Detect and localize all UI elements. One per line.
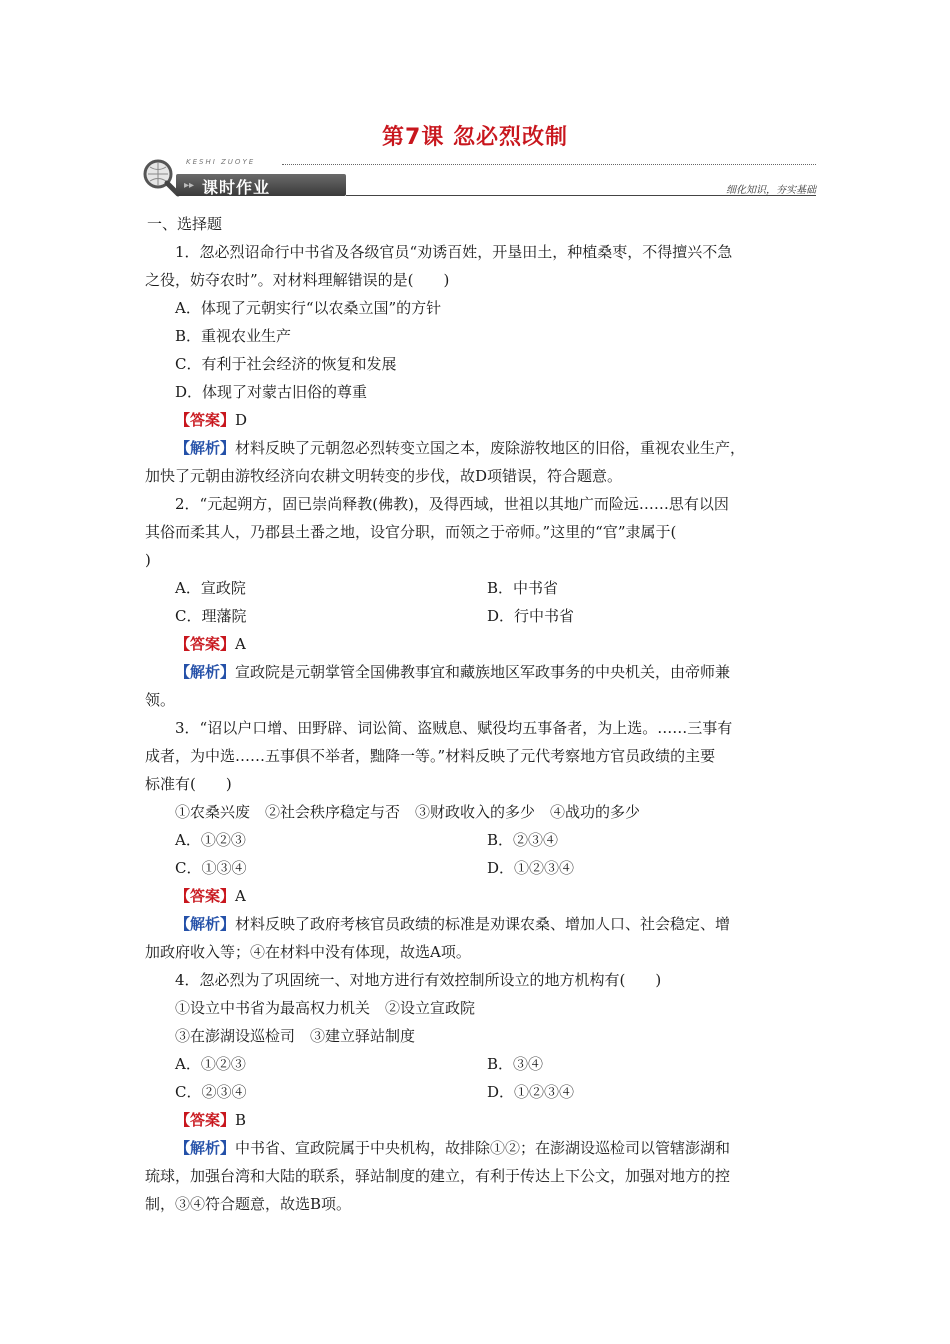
- q1-stem-line2: 之役，妨夺农时”。对材料理解错误的是( ): [145, 271, 450, 289]
- q2-option-c: C．理藩院: [175, 607, 247, 625]
- q1-analysis-line1: [145, 434, 815, 462]
- q2-analysis-line2: 领。: [145, 691, 176, 709]
- q1-option-c: C．有利于社会经济的恢复和发展: [175, 355, 397, 373]
- q2-options-row2: [145, 602, 815, 630]
- analysis-tag: 【解析】: [175, 1139, 236, 1157]
- q3-items: ①农桑兴废 ②社会秩序稳定与否 ③财政收入的多少 ④战功的多少: [175, 803, 641, 821]
- answer-tag: 【答案】: [175, 1111, 236, 1129]
- answer-tag: 【答案】: [175, 635, 236, 653]
- q1-stem-line1: 1．忽必烈诏命行中书省及各级官员“劝诱百姓，开垦田土，种植桑枣，不得擅兴不急: [175, 243, 733, 261]
- q1-option-b: B．重视农业生产: [175, 327, 292, 345]
- q2-options-row1: [145, 574, 815, 602]
- q2-answer-value: A: [235, 635, 246, 653]
- q3-option-c: C．①③④: [175, 859, 247, 877]
- q3-stem-line3: 标准有( ): [145, 775, 232, 793]
- q1-option-d: D．体现了对蒙古旧俗的尊重: [175, 383, 368, 401]
- q3-option-d: D．①②③④: [487, 859, 575, 877]
- q2-option-a: A．宣政院: [175, 579, 246, 597]
- q4-stem-line1: 4．忽必烈为了巩固统一、对地方进行有效控制所设立的地方机构有( ): [175, 971, 662, 989]
- lesson-title: 第7课 忽必烈改制: [382, 125, 568, 150]
- analysis-tag: 【解析】: [175, 915, 236, 933]
- q4-option-a: A．①②③: [175, 1055, 246, 1073]
- answer-tag: 【答案】: [175, 887, 236, 905]
- q2-answer: [145, 630, 815, 658]
- q3-analysis-line1: [145, 910, 815, 938]
- q4-options-row1: [145, 1050, 815, 1078]
- analysis-tag: 【解析】: [175, 439, 236, 457]
- section-heading: 一、选择题: [147, 215, 223, 233]
- q1-answer: [145, 406, 815, 434]
- q4-option-b: B．③④: [487, 1055, 544, 1073]
- q1-answer-value: D: [235, 411, 248, 429]
- q4-analysis-text: 中书省、宣政院属于中央机构，故排除①②；在澎湖设巡检司以管辖澎湖和: [235, 1139, 731, 1157]
- q2-stem-line3: ): [145, 551, 151, 569]
- q3-answer: [145, 882, 815, 910]
- worksheet-content: [145, 210, 815, 1218]
- q3-analysis-text: 材料反映了政府考核官员政绩的标准是劝课农桑、增加人口、社会稳定、增: [235, 915, 731, 933]
- q4-items-line1: ①设立中书省为最高权力机关 ②设立宣政院: [175, 999, 476, 1017]
- q4-analysis-line3: 制，③④符合题意，故选B项。: [145, 1195, 352, 1213]
- q2-stem-line1: 2．“元起朔方，固已崇尚释教(佛教)，及得西域，世祖以其地广而险远……思有以因: [175, 495, 729, 513]
- q2-option-b: B．中书省: [487, 579, 559, 597]
- q1-option-a: A．体现了元朝实行“以农桑立国”的方针: [175, 299, 442, 317]
- q3-stem-line2: 成者，为中选……五事俱不举者，黜降一等。”材料反映了元代考察地方官员政绩的主要: [145, 747, 716, 765]
- q4-analysis-line2: 琉球，加强台湾和大陆的联系，驿站制度的建立，有利于传达上下公文，加强对地方的控: [145, 1167, 731, 1185]
- q4-option-c: C．②③④: [175, 1083, 247, 1101]
- banner-label: 课时作业: [202, 178, 271, 197]
- q4-answer: [145, 1106, 815, 1134]
- q2-stem-line2: 其俗而柔其人，乃郡县土番之地，设官分职，而领之于帝师。”这里的“官”隶属于(: [145, 523, 677, 541]
- banner-dotted-rule: [282, 164, 816, 165]
- q2-analysis-text: 宣政院是元朝掌管全国佛教事宜和藏族地区军政事务的中央机关，由帝师兼: [235, 663, 731, 681]
- q2-option-d: D．行中书省: [487, 607, 575, 625]
- q3-options-row1: [145, 826, 815, 854]
- q3-analysis-line2: 加政府收入等；④在材料中没有体现，故选A项。: [145, 943, 471, 961]
- q3-option-b: B．②③④: [487, 831, 559, 849]
- q3-option-a: A．①②③: [175, 831, 246, 849]
- answer-tag: 【答案】: [175, 411, 236, 429]
- section-banner: [140, 154, 816, 204]
- banner-motto: 细化知识，夯实基础: [726, 185, 816, 196]
- banner-pinyin: KESHI ZUOYE: [186, 158, 256, 166]
- q1-analysis-text: 材料反映了元朝忽必烈转变立国之本，废除游牧地区的旧俗，重视农业生产，: [235, 439, 746, 457]
- q4-answer-value: B: [235, 1111, 247, 1129]
- q4-items-line2: ③在澎湖设巡检司 ③建立驿站制度: [175, 1027, 416, 1045]
- analysis-tag: 【解析】: [175, 663, 236, 681]
- q2-analysis-line1: [145, 658, 815, 686]
- q3-answer-value: A: [235, 887, 246, 905]
- q3-options-row2: [145, 854, 815, 882]
- banner-arrows-icon: ▸▸: [184, 180, 195, 191]
- q4-analysis-line1: [145, 1134, 815, 1162]
- q4-options-row2: [145, 1078, 815, 1106]
- q1-analysis-line2: 加快了元朝由游牧经济向农耕文明转变的步伐，故D项错误，符合题意。: [145, 467, 623, 485]
- q4-option-d: D．①②③④: [487, 1083, 575, 1101]
- q3-stem-line1: 3．“诏以户口增、田野辟、词讼简、盗贼息、赋役均五事备者，为上选。……三事有: [175, 719, 733, 737]
